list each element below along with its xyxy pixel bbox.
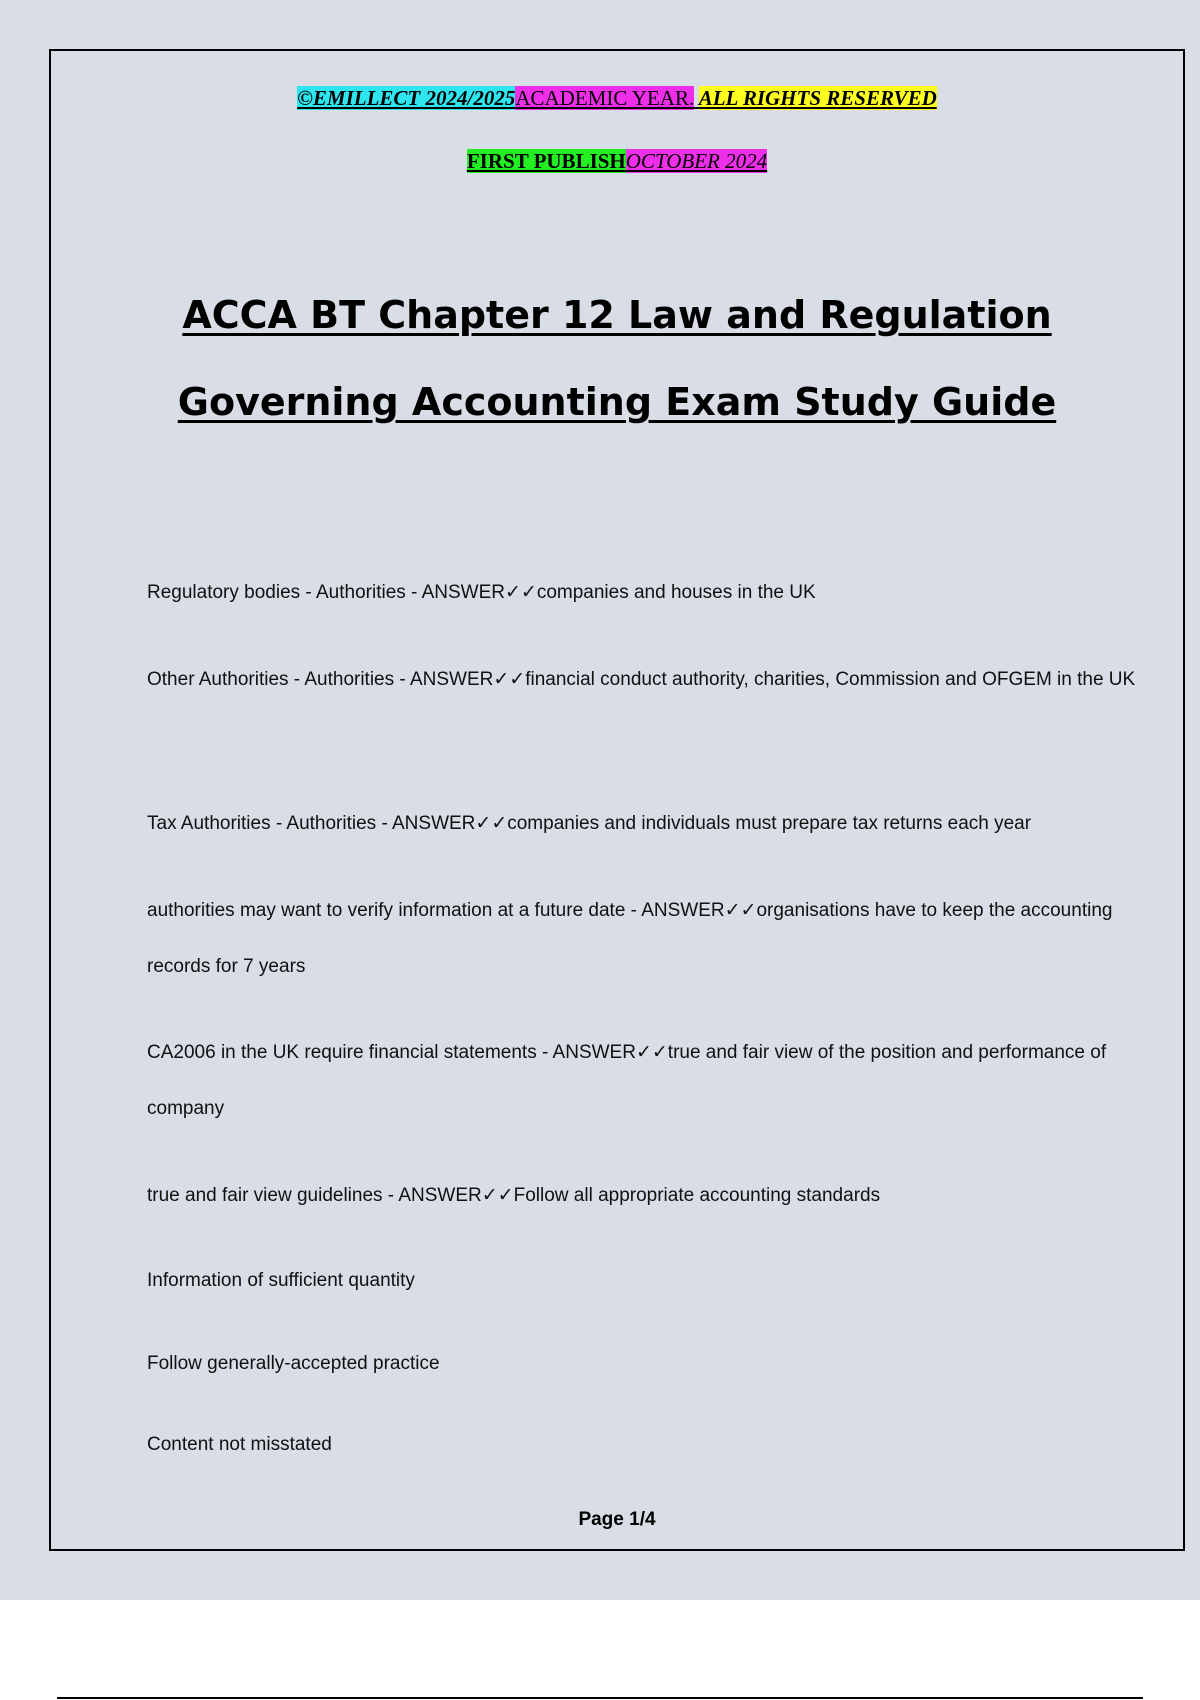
entry-other-authorities: Other Authorities - Authorities - ANSWER✓✓financial conduct authority, charities, Commission and OFGEM in the UK — [147, 669, 1136, 690]
entry-verify-information: authorities may want to verify information at a future date - ANSWER✓✓organisations have to keep the accounting records for 7 years — [147, 900, 1113, 977]
entry-not-misstated: Content not misstated — [147, 1434, 332, 1455]
entry-true-fair-view: true and fair view guidelines - ANSWER✓✓Follow all appropriate accounting standards — [147, 1185, 881, 1206]
copyright-header — [51, 85, 1183, 111]
next-page-divider — [57, 1697, 1143, 1699]
rights-reserved-text: ALL RIGHTS RESERVED — [698, 86, 937, 110]
academic-year-text: ACADEMIC YEAR. — [515, 86, 695, 110]
publish-header — [51, 148, 1183, 174]
entry-generally-accepted: Follow generally-accepted practice — [147, 1353, 440, 1374]
entry-ca2006: CA2006 in the UK require financial statements - ANSWER✓✓true and fair view of the position and performance of company — [147, 1042, 1107, 1119]
entry-tax-authorities: Tax Authorities - Authorities - ANSWER✓✓companies and individuals must prepare tax returns each year — [147, 813, 1032, 834]
publish-date-text: OCTOBER 2024 — [625, 149, 768, 173]
document-title-line-2: Governing Accounting Exam Study Guide — [177, 380, 1057, 424]
entry-regulatory-bodies: Regulatory bodies - Authorities - ANSWER✓✓companies and houses in the UK — [147, 582, 816, 603]
document-title-line-1: ACCA BT Chapter 12 Law and Regulation — [182, 293, 1052, 337]
entry-sufficient-quantity: Information of sufficient quantity — [147, 1270, 415, 1291]
page-number: Page 1/4 — [578, 1509, 656, 1530]
first-publish-text: FIRST PUBLISH — [466, 149, 626, 173]
document-frame — [49, 49, 1185, 1551]
copyright-text: ©EMILLECT 2024/2025 — [297, 86, 516, 110]
